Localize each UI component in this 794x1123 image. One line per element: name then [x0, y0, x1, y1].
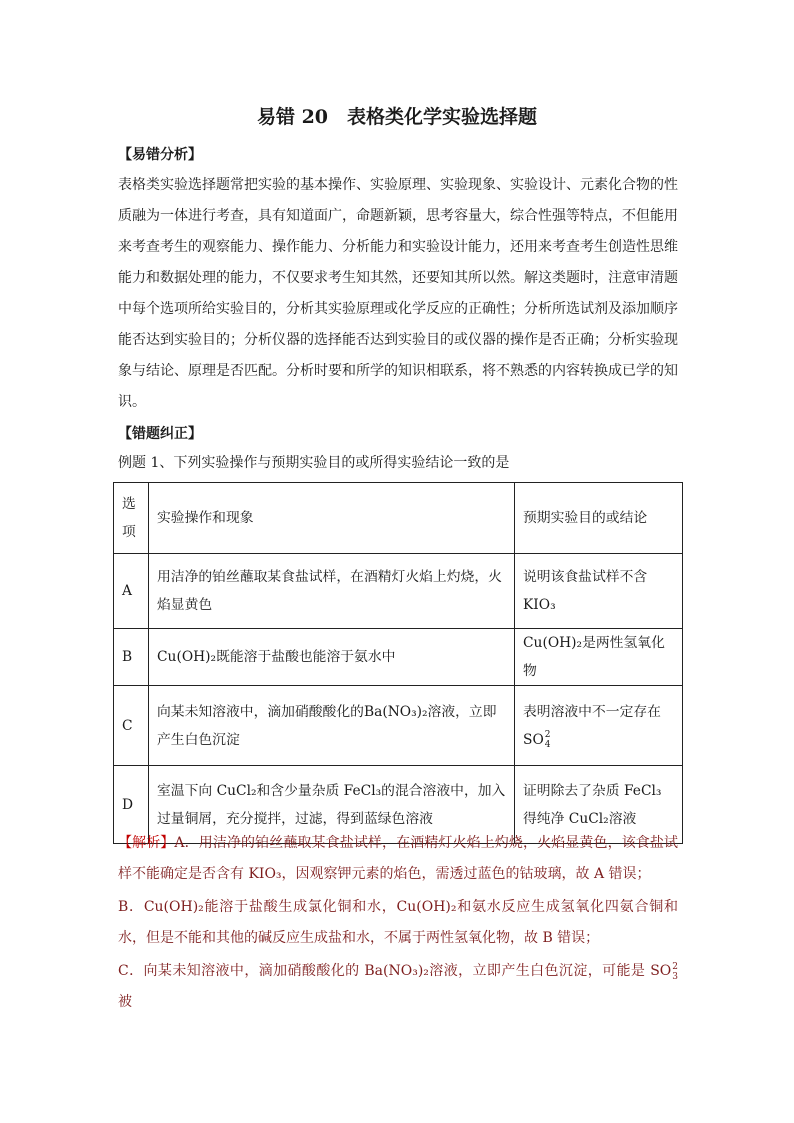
- row-conclusion: 证明除去了杂质 FeCl₃得纯净 CuCl₂溶液: [515, 766, 683, 844]
- error-analysis-paragraph: 表格类实验选择题常把实验的基本操作、实验原理、实验现象、实验设计、元素化合物的性质融为一体进行考查，具有知道面广，命题新颖，思考容量大，综合性强等特点，不但能用来考查考生的观察能力、操作能力、分析能力和实验设计能力，还用来考查考生创造性思维能力和数据处理的能力，不仅要求考生知其然，还要知其所以然。解这类题时，注意审清题中每个选项所给实验目的，分析其实验原理或化学反应的正确性；分析所选试剂及添加顺序能否达到实验目的；分析仪器的选择能否达到实验目的或仪器的操作是否正确；分析实验现象与结论、原理是否匹配。分析时要和所学的知识相联系，将不熟悉的内容转换成已学的知识。: [118, 177, 678, 410]
- row-conclusion: Cu(OH)₂是两性氢氧化物: [515, 629, 683, 686]
- row-option: D: [114, 766, 149, 844]
- row-operation: 向某未知溶液中，滴加硝酸酸化的Ba(NO₃)₂溶液，立即产生白色沉淀: [149, 686, 515, 766]
- solution-option-a: [118, 828, 678, 890]
- header-operation: 实验操作和现象: [149, 483, 515, 554]
- row-operation: Cu(OH)₂既能溶于盐酸也能溶于氨水中: [149, 629, 515, 686]
- solution-option-b: B．Cu(OH)₂能溶于盐酸生成氯化铜和水，Cu(OH)₂和氨水反应生成氢氧化四氨合铜和水，但是不能和其他的碱反应生成盐和水，不属于两性氢氧化物，故 B 错误；: [118, 899, 678, 946]
- header-option: 选项: [114, 483, 149, 554]
- table-header-row: [114, 483, 683, 554]
- table-row: [114, 554, 683, 629]
- solution-block: [118, 828, 678, 1020]
- header-conclusion: 预期实验目的或结论: [515, 483, 683, 554]
- error-analysis-heading: 【易错分析】: [118, 147, 202, 163]
- page-title: 易错 20 表格类化学实验选择题: [256, 106, 538, 128]
- solution-a-text: A．用洁净的铂丝蘸取某食盐试样，在酒精灯火焰上灼烧，火焰显黄色，该食盐试样不能确定是否含有 KIO₃，因观察钾元素的焰色，需透过蓝色的钴玻璃，故 A 错误；: [118, 835, 679, 882]
- ion-subscript: 3: [672, 971, 678, 982]
- table-row: [114, 686, 683, 766]
- row-conclusion-text: 表明溶液中不一定存在: [523, 703, 661, 720]
- row-option: A: [114, 554, 149, 629]
- ion-base: SO: [650, 963, 672, 979]
- ion-charge: 2: [544, 729, 551, 740]
- solution-label: 【解析】: [118, 835, 175, 851]
- error-correction-heading: 【错题纠正】: [118, 426, 202, 442]
- row-operation: 用洁净的铂丝蘸取某食盐试样，在酒精灯火焰上灼烧，火焰显黄色: [149, 554, 515, 629]
- solution-c-text: C．向某未知溶液中，滴加硝酸酸化的 Ba(NO₃)₂溶液，立即产生白色沉淀，可能是: [118, 963, 651, 979]
- row-option: B: [114, 629, 149, 686]
- solution-c-tail: 被: [118, 994, 132, 1010]
- ion-subscript: 4: [544, 739, 551, 750]
- table-row: [114, 629, 683, 686]
- example-question: 例题 1、下列实验操作与预期实验目的或所得实验结论一致的是: [118, 455, 510, 471]
- row-conclusion: [515, 686, 683, 766]
- row-option: C: [114, 686, 149, 766]
- ion-charge: 2: [672, 961, 678, 972]
- sulfite-ion-formula: [650, 956, 678, 987]
- solution-option-c: [118, 956, 678, 1018]
- row-conclusion: 说明该食盐试样不含KIO₃: [515, 554, 683, 629]
- experiment-table: [113, 482, 683, 844]
- row-operation: 室温下向 CuCl₂和含少量杂质 FeCl₃的混合溶液中，加入过量铜屑，充分搅拌，过滤，得到蓝绿色溶液: [149, 766, 515, 844]
- sulfate-ion-formula: [523, 726, 674, 754]
- ion-base: SO: [523, 731, 544, 748]
